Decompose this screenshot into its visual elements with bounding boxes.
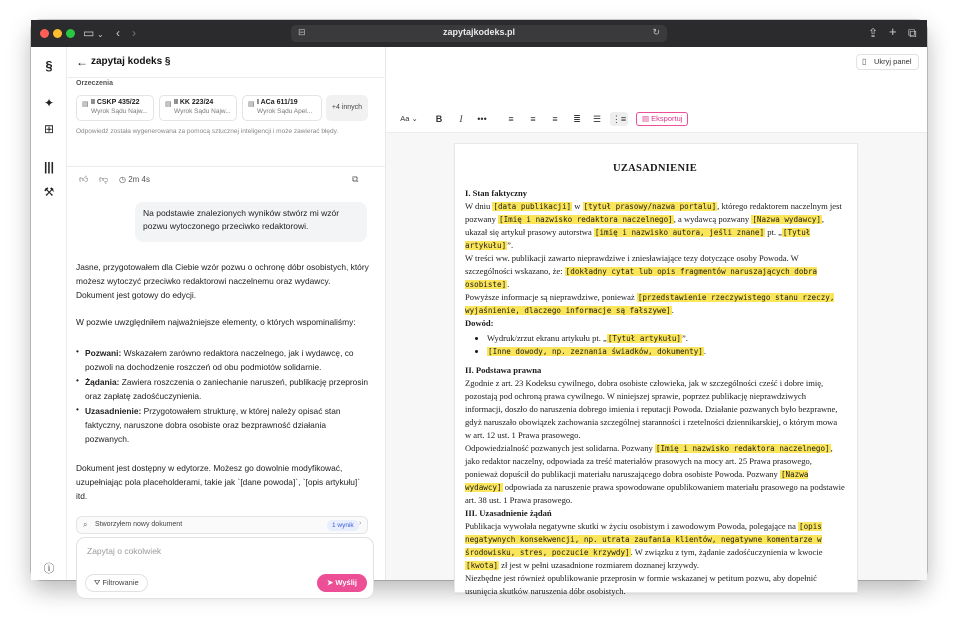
placeholder-field: [imię i nazwisko autora, jeśli znane] [594,228,765,237]
filter-label: Filtrowanie [102,578,139,587]
file-icon: ▤ [642,114,652,123]
citation-desc: Wyrok Sądu Apel... [257,108,313,115]
paragraph[interactable] [465,252,845,291]
text-run: w [572,201,583,211]
document-icon: ▤ [165,101,172,108]
reload-icon[interactable]: ↻ [652,27,660,37]
evidence-heading: Dowód: [465,318,494,328]
text-run: ”. [681,333,688,343]
tool-result-card[interactable] [76,516,368,534]
list-item[interactable] [487,332,845,345]
header-divider [67,77,386,78]
send-icon: ➤ [327,578,336,587]
citation-code: II KK 223/24 [174,99,214,106]
align-left-icon[interactable]: ≡ [508,114,514,124]
document-title: UZASADNIENIE [612,163,698,174]
browser-window [31,20,927,596]
text-run: Publikacja wywołała negatywne skutki w życiu osobistym i zawodowym Powoda, polegające na [465,521,799,531]
placeholder-field: [data publikacji] [493,202,572,211]
placeholder-field: [Nazwa wydawcy] [752,215,821,224]
document-page[interactable] [454,143,858,596]
panel-icon: ▯ [862,57,867,66]
copy-icon[interactable]: ⧉ [352,174,359,184]
citation-code: I ACa 611/19 [257,99,298,106]
more-icon[interactable]: ••• [477,114,487,124]
composer-placeholder[interactable]: Zapytaj o cokolwiek [87,546,162,556]
library-icon[interactable]: ||| [43,160,55,174]
placeholder-field: [Tytuł artykułu] [465,228,811,250]
clock-icon: ◷ [119,175,129,184]
help-icon[interactable]: ⓘ [43,563,55,575]
citation-card[interactable] [242,95,322,121]
list-item [85,346,369,374]
align-justify-icon[interactable]: ≣ [573,114,581,124]
ai-disclaimer: Odpowiedź została wygenerowana za pomocą sztucznej inteligencji i może zawierać błędy. [76,128,339,135]
tab-overview-icon[interactable]: ⧉ [908,26,917,40]
page-settings-icon[interactable]: ⊟ [298,27,306,37]
evidence-list [487,332,845,358]
bullet-dot: • [76,346,79,356]
table-icon[interactable]: ⊞ [43,122,55,136]
text-run: Niezbędne jest również opublikowanie przeprosin w formie wskazanej w petitum pozwu, aby dopełnić usunięcia skutków naruszenia dóbr osobistych. [465,573,817,596]
filter-button[interactable] [85,574,148,592]
forward-arrow-icon[interactable]: › [132,26,136,40]
text-run: W treści ww. publikacji zawarto nieprawdziwe i zniesławiające tezy dotyczące osoby Powoda. W szczególności wskazano, że: [465,253,799,276]
text-run: , którego redaktorem naczelnym jest pozwany [465,201,842,224]
assistant-outro: Dokument jest dostępny w edytorze. Możesz go dowolnie modyfikować, uzupełniając pola placeholderami, takie jak `[dane powoda]`, `[opis artykułu]` itd. [76,463,360,501]
document-editor [386,47,927,596]
text-run: pt. „ [765,227,782,237]
paragraph[interactable] [465,520,845,572]
text-run: , a wydawcą pozwany [673,214,752,224]
bullet-label: Uzasadnienie: [85,406,142,416]
filter-icon: ⛛ [94,578,103,587]
citation-desc: Wyrok Sądu Najw... [91,108,148,115]
page-title: zapytaj kodeks § [91,56,171,67]
bullet-dot: • [76,404,79,414]
align-center-icon[interactable]: ≡ [530,114,536,124]
bullet-text: Wskazałem zarówno redaktora naczelnego, jak i wydawcę, co pozwoli na dochodzenie roszczeń od obu podmiotów solidarnie. [85,348,354,372]
text-run: . [507,279,510,289]
chevron-right-icon: › [359,520,362,527]
message-composer[interactable] [76,537,374,599]
placeholder-field: [Tytuł artykułu] [607,334,681,343]
thumbs-up-icon[interactable]: 👍︎ [79,174,89,184]
editor-spacer [386,77,927,105]
text-run: . W związku z tym, żądanie zadośćuczynienia w kwocie [630,547,823,557]
result-count-badge: 1 wynik [327,520,359,531]
wrench-icon[interactable]: ⚒ [43,185,55,199]
paragraph[interactable] [465,377,845,442]
paragraph[interactable] [465,200,845,252]
response-timer [119,175,150,184]
bullet-list-icon[interactable]: ☰ [592,114,602,124]
assistant-elements-intro: W pozwie uwzględniłem najważniejsze elementy, o których wspominaliśmy: [76,317,356,327]
elapsed-time: 2m 4s [128,175,150,184]
text-run: . [671,305,674,315]
section-heading: II. Podstawa prawna [465,365,542,375]
address-bar[interactable] [291,25,667,42]
list-item[interactable] [487,345,845,358]
placeholder-field: [Imię i nazwisko redaktora naczelnego] [655,444,830,453]
placeholder-field: [przedstawienie rzeczywistego stanu rzeczy, wyjaśnienie, dlaczego informacje są fałszywe] [465,293,835,315]
document-icon: ▤ [248,101,255,108]
citation-code: II CSKP 435/22 [91,99,140,106]
text-run: , ukazał się artykuł prasowy autorstwa [465,214,825,237]
minimize-window-button[interactable] [53,29,62,38]
citations-heading: Orzeczenia [76,80,113,87]
app-logo[interactable]: § [45,58,53,73]
bullet-label: Pozwani: [85,348,122,358]
chat-panel [67,47,386,587]
placeholder-field: [Inne dowody, np. zeznania świadków, dokumenty] [488,347,703,356]
placeholder-field: [tytuł prasowy/nazwa portalu] [583,202,717,211]
text-run: Wydruk/zrzut ekranu artykułu pt. „ [487,333,607,343]
zoom-window-button[interactable] [66,29,75,38]
new-tab-icon[interactable]: + [889,24,897,39]
chevron-down-icon[interactable]: ⌄ [97,30,104,39]
sparkle-icon[interactable]: ✦ [43,96,55,110]
text-run: . [703,346,707,356]
back-arrow-icon[interactable]: ‹ [116,26,120,40]
send-button[interactable] [317,574,367,592]
placeholder-field: [dokładny cytat lub opis fragmentów naruszających dobra osobiste] [465,267,818,289]
share-icon[interactable]: ⇪ [868,26,879,40]
format-toolbar [386,105,927,133]
more-citations-button[interactable]: +4 innych [326,95,368,121]
text-run: , jako redaktor naczelny, odpowiada za treść materiałów prasowych na mocy art. 25 Prawa prasowego, ponieważ dopuścił do publikacji materiału naruszającego dobra osobiste Powoda. Pozwany [465,443,833,479]
export-label: Eksportuj [651,114,683,123]
placeholder-field: [Nazwa wydawcy] [465,470,809,492]
document-icon: ▤ [82,101,89,108]
citation-card[interactable] [76,95,154,121]
section-heading: III. Uzasadnienie żądań [465,508,552,518]
sidebar-toggle-icon[interactable]: ▭ [83,26,95,40]
feedback-divider [67,166,386,167]
paragraph[interactable] [465,442,845,507]
citation-card[interactable] [159,95,237,121]
url-text: zapytajkodeks.pl [442,27,516,37]
bold-icon[interactable]: B [435,114,443,124]
text-run: odpowiada za naruszenie prawa spowodowane opublikowaniem materiału prasowego na podstawie art. 38 ust. 1 Prawa prasowego. [465,482,845,505]
list-item [85,375,369,403]
section-heading: I. Stan faktyczny [465,188,527,198]
document-body[interactable] [465,156,845,598]
hide-panel-button[interactable] [856,54,919,70]
assistant-intro: Jasne, przygotowałem dla Ciebie wzór pozwu o ochronę dóbr osobistych, który możesz wytoczyć przeciwko redaktorowi naczelnemu oraz wydawcy. Dokument jest gotowy do edycji. [76,262,369,300]
placeholder-field: [opis negatywnych konsekwencji, np. utrata zaufania klientów, negatywne komentarze w środowisku, stres, poczucie krzywdy] [465,522,822,557]
export-button[interactable] [636,112,688,126]
list-item [85,404,369,446]
placeholder-field: [kwota] [466,561,499,570]
hide-panel-label: Ukryj panel [874,57,912,66]
numbered-list-icon[interactable]: ⋮≡ [611,114,627,124]
app-sidebar [31,47,67,580]
paragraph[interactable] [465,572,845,598]
back-arrow-icon[interactable]: ← [76,55,88,69]
thumbs-down-icon[interactable]: 👎︎ [99,174,109,184]
bullet-text: Przygotowałem strukturę, w której należy opisać stan faktyczny, naruszone dobra osobiste oraz bezprawność działania pozwanych. [85,406,341,444]
tool-result-label: Stworzyłem nowy dokument [95,521,183,528]
chat-header [67,47,386,77]
align-right-icon[interactable]: ≡ [552,114,558,124]
text-run: Zgodnie z art. 23 Kodeksu cywilnego, dobra osobiste człowieka, jak w szczególności cześć i dobre imię, pozostają pod ochroną prawa cywilnego. W niniejszej sprawie, poprzez publikację nieprawdziwych informacji, doszło do naruszenia dobrego imienia i reputacji Powoda. Działanie pozwanych było bezprawne, gdyż naruszało obowiązek zachowania szczególnej staranności i rzetelności dziennikarskiej, o którym mowa w art. 12 ust. 1 Prawa prasowego. [465,378,838,440]
browser-titlebar [31,20,927,47]
text-run: ”. [507,240,514,250]
bullet-dot: • [76,375,79,385]
search-icon: ⌕ [83,520,88,529]
placeholder-field: [Imię i nazwisko redaktora naczelnego] [499,215,673,224]
text-style-label: Aa [400,114,410,123]
text-run: Powyższe informacje są nieprawdziwe, ponieważ [465,292,637,302]
text-style-dropdown[interactable]: Aa ⌄ [400,114,418,123]
text-run: W dniu [465,201,493,211]
text-run: zł jest w pełni uzasadnione rozmiarem doznanej krzywdy. [499,560,700,570]
text-run: Odpowiedzialność pozwanych jest solidarna. Pozwany [465,443,655,453]
send-label: Wyślij [335,578,357,587]
close-window-button[interactable] [40,29,49,38]
editor-header [386,47,927,77]
paragraph[interactable] [465,291,845,317]
bullet-text: Zawiera roszczenia o zaniechanie naruszeń, publikację przeprosin oraz zapłatę zadośćuczynienia. [85,377,369,401]
citation-desc: Wyrok Sądu Najw... [174,108,231,115]
user-message: Na podstawie znalezionych wyników stwórz mi wzór pozwu wytoczonego przeciwko redaktorowi. [135,202,367,242]
italic-icon[interactable]: I [459,114,463,124]
bullet-label: Żądania: [85,377,120,387]
